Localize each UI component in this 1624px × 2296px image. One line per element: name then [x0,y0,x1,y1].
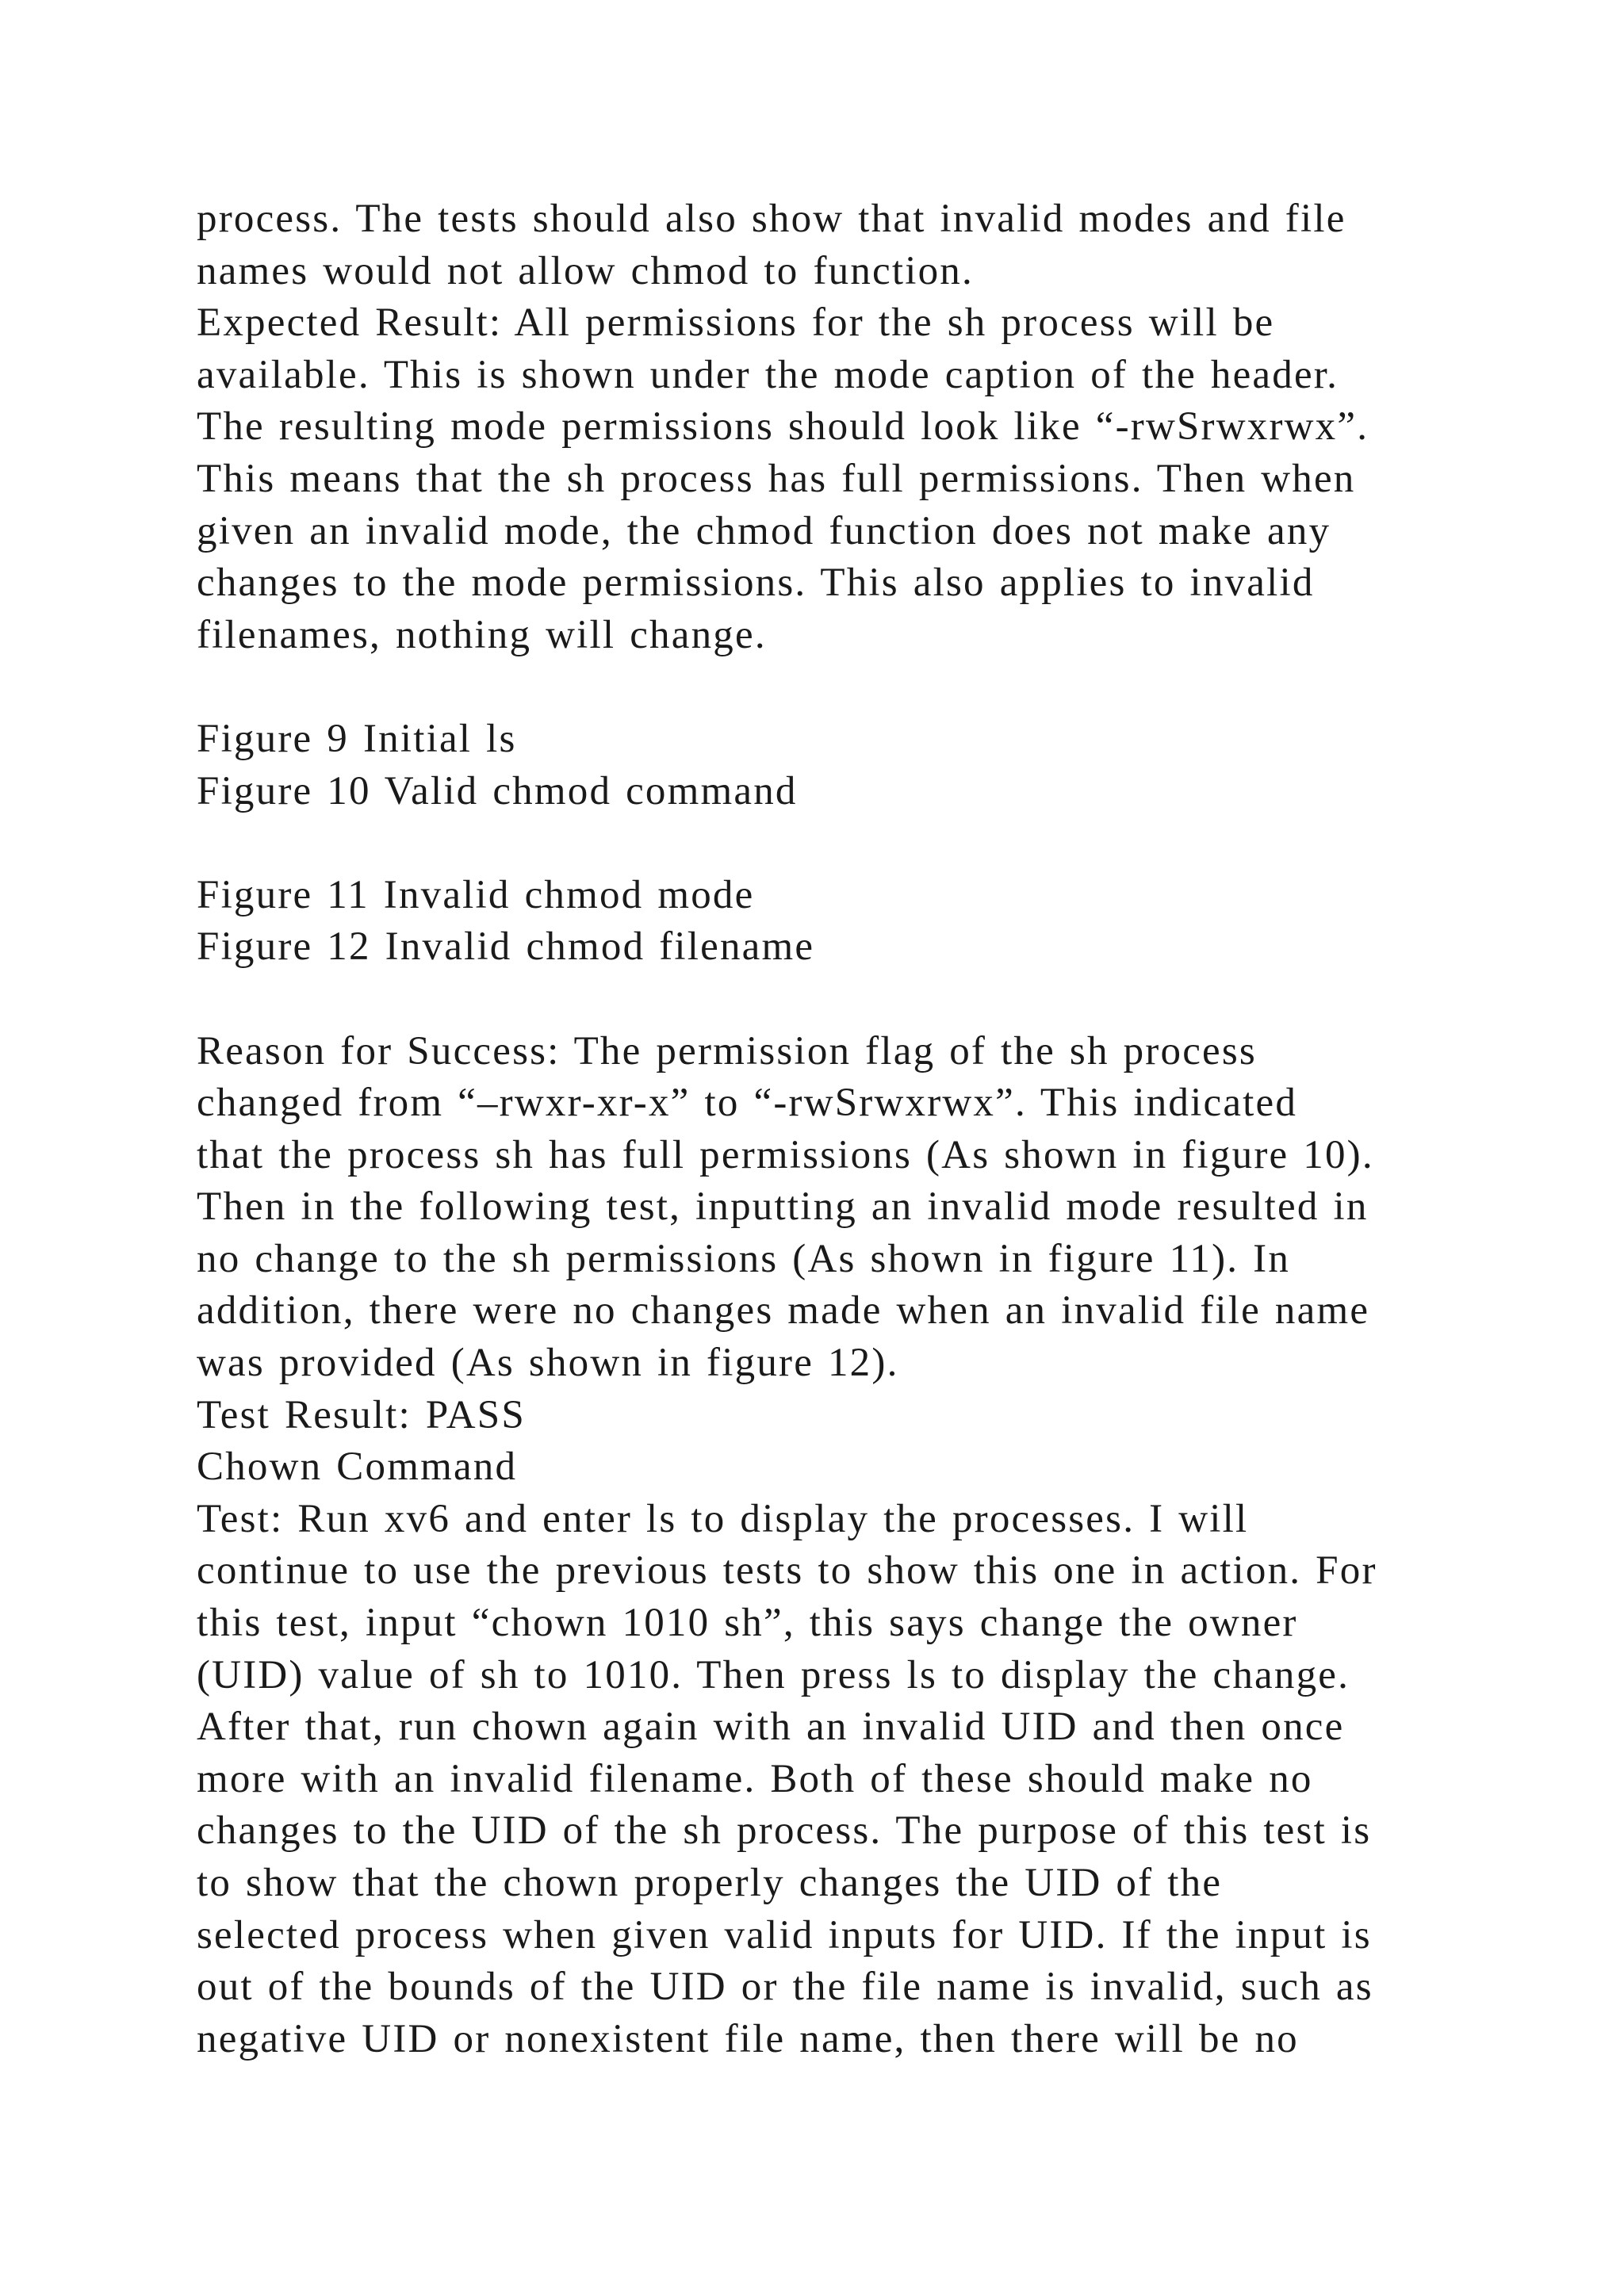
document-body [197,193,1497,2065]
test-result-line: Test Result: PASS [197,1392,526,1437]
text-line: Then in the following test, inputting an invalid mode resulted in [197,1184,1369,1230]
text-line: available. This is shown under the mode caption of the header. [197,352,1339,397]
blank-line [197,661,1497,714]
text-line: continue to use the previous tests to show this one in action. For [197,1548,1377,1594]
text-line: negative UID or nonexistent file name, then there will be no [197,2016,1299,2061]
text-line: changes to the mode permissions. This also applies to invalid [197,561,1315,606]
text-line: selected process when given valid inputs for UID. If the input is [197,1912,1372,1957]
text-line: addition, there were no changes made when an invalid file name [197,1288,1370,1334]
text-line: that the process sh has full permissions (As shown in figure 10). [197,1132,1374,1177]
text-line: given an invalid mode, the chmod function does not make any [197,508,1331,553]
text-line: After that, run chown again with an invalid UID and then once [197,1705,1345,1750]
blank-line [197,974,1497,1026]
text-line: Test: Run xv6 and enter ls to display the processes. I will [197,1496,1249,1541]
text-line: filenames, nothing will change. [197,612,767,657]
text-line: names would not allow chmod to function. [197,248,974,293]
text-line: out of the bounds of the UID or the file name is invalid, such as [197,1965,1373,2010]
blank-line [197,817,1497,870]
text-line: process. The tests should also show that invalid modes and file [197,197,1346,241]
text-line: this test, input “chown 1010 sh”, this says change the owner [197,1601,1298,1646]
figure-caption: Figure 9 Initial ls [197,716,517,761]
text-line: more with an invalid filename. Both of these should make no [197,1756,1313,1801]
text-line: no change to the sh permissions (As shown in figure 11). In [197,1236,1291,1281]
figure-caption: Figure 10 Valid chmod command [197,768,798,813]
text-line: was provided (As shown in figure 12). [197,1341,899,1386]
text-line: This means that the sh process has full permissions. Then when [197,456,1356,501]
text-line: Expected Result: All permissions for the sh process will be [197,300,1275,346]
text-line: to show that the chown properly changes the UID of the [197,1861,1223,1905]
text-line: (UID) value of sh to 1010. Then press ls to display the change. [197,1652,1350,1697]
section-heading: Chown Command [197,1445,518,1490]
text-line: Reason for Success: The permission flag of the sh process [197,1028,1257,1073]
text-line: changes to the UID of the sh process. The purpose of this test is [197,1808,1372,1854]
figure-caption: Figure 12 Invalid chmod filename [197,924,815,970]
text-line: changed from “–rwxr-xr-x” to “-rwSrwxrwx”. This indicated [197,1081,1298,1126]
text-line: The resulting mode permissions should look like “-rwSrwxrwx”. [197,404,1369,450]
figure-caption: Figure 11 Invalid chmod mode [197,872,755,917]
